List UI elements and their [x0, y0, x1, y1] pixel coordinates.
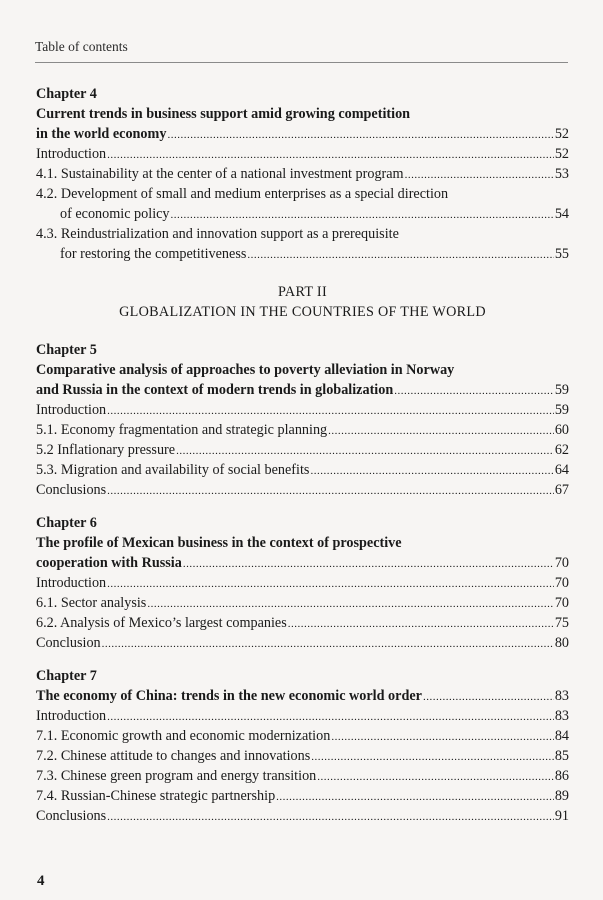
- page-ref: 53: [554, 166, 569, 182]
- chapter-label: Chapter 5: [36, 342, 97, 358]
- chapter-label: Chapter 4: [36, 86, 97, 102]
- toc-entry[interactable]: of economic policy ..... 54: [36, 204, 569, 224]
- chapter-7-section: [36, 666, 569, 826]
- toc-entry[interactable]: Introduction ..... 70: [36, 573, 569, 593]
- page-ref: 54: [554, 206, 569, 222]
- header-divider: [35, 62, 568, 63]
- toc-entry-chapter-7[interactable]: The economy of China: trends in the new economic world order ..... 83: [36, 686, 569, 706]
- page-ref: 85: [554, 748, 569, 764]
- toc-entry-chapter-4[interactable]: in the world economy ..... 52: [36, 124, 569, 144]
- page-ref: 75: [554, 615, 569, 631]
- toc-entry[interactable]: Conclusion ..... 80: [36, 633, 569, 653]
- page-number: 4: [37, 873, 45, 889]
- chapter-title-line: Comparative analysis of approaches to poverty alleviation in Norway: [36, 362, 455, 378]
- page-ref: 89: [554, 788, 569, 804]
- toc-entry[interactable]: 7.2. Chinese attitude to changes and innovations ..... 85: [36, 746, 569, 766]
- page-ref: 67: [554, 482, 569, 498]
- chapter-4-section: [36, 84, 569, 264]
- toc-entry[interactable]: 7.1. Economic growth and economic modernization ..... 84: [36, 726, 569, 746]
- toc-entry[interactable]: Introduction ..... 52: [36, 144, 569, 164]
- toc-entry[interactable]: 5.2 Inflationary pressure ..... 62: [36, 440, 569, 460]
- page-ref: 83: [554, 688, 569, 704]
- page-ref: 59: [554, 402, 569, 418]
- toc-entry[interactable]: 5.1. Economy fragmentation and strategic planning ..... 60: [36, 420, 569, 440]
- toc-entry[interactable]: Conclusions ..... 67: [36, 480, 569, 500]
- chapter-5-section: [36, 340, 569, 500]
- chapter-6-section: [36, 513, 569, 653]
- toc-entry[interactable]: for restoring the competitiveness ..... 55: [36, 244, 569, 264]
- toc-content: [36, 84, 569, 826]
- page-ref: 55: [554, 246, 569, 262]
- toc-entry[interactable]: Introduction ..... 59: [36, 400, 569, 420]
- toc-entry[interactable]: 4.2. Development of small and medium enterprises as a special direction: [36, 186, 449, 202]
- part-title: GLOBALIZATION IN THE COUNTRIES OF THE WORLD: [119, 304, 486, 320]
- chapter-label: Chapter 7: [36, 668, 97, 684]
- toc-entry[interactable]: Introduction ..... 83: [36, 706, 569, 726]
- toc-entry-chapter-5[interactable]: and Russia in the context of modern trends in globalization ..... 59: [36, 380, 569, 400]
- page-ref: 59: [554, 382, 569, 398]
- page-ref: 80: [554, 635, 569, 651]
- page-ref: 60: [554, 422, 569, 438]
- toc-entry-chapter-6[interactable]: cooperation with Russia ..... 70: [36, 553, 569, 573]
- page-ref: 83: [554, 708, 569, 724]
- page-ref: 84: [554, 728, 569, 744]
- toc-entry[interactable]: Conclusions ..... 91: [36, 806, 569, 826]
- page-ref: 91: [554, 808, 569, 824]
- page-ref: 70: [554, 595, 569, 611]
- toc-entry[interactable]: 6.1. Sector analysis ..... 70: [36, 593, 569, 613]
- page-ref: 52: [554, 126, 569, 142]
- toc-entry[interactable]: 7.4. Russian-Chinese strategic partnership ..... 89: [36, 786, 569, 806]
- chapter-label: Chapter 6: [36, 515, 97, 531]
- toc-entry[interactable]: 5.3. Migration and availability of social benefits ..... 64: [36, 460, 569, 480]
- toc-entry[interactable]: 4.1. Sustainability at the center of a national investment program ..... 53: [36, 164, 569, 184]
- chapter-title-line: Current trends in business support amid growing competition: [36, 106, 411, 122]
- toc-entry[interactable]: 4.3. Reindustrialization and innovation support as a prerequisite: [36, 226, 399, 242]
- toc-entry[interactable]: 7.3. Chinese green program and energy transition ..... 86: [36, 766, 569, 786]
- chapter-title-line: The profile of Mexican business in the context of prospective: [36, 535, 402, 551]
- page-ref: 70: [554, 555, 569, 571]
- page-ref: 70: [554, 575, 569, 591]
- page-ref: 52: [554, 146, 569, 162]
- page-ref: 86: [554, 768, 569, 784]
- running-head: Table of contents: [35, 39, 128, 54]
- toc-entry[interactable]: 6.2. Analysis of Mexico’s largest companies ..... 75: [36, 613, 569, 633]
- page-ref: 64: [554, 462, 569, 478]
- page-ref: 62: [554, 442, 569, 458]
- part-label: PART II: [278, 284, 327, 300]
